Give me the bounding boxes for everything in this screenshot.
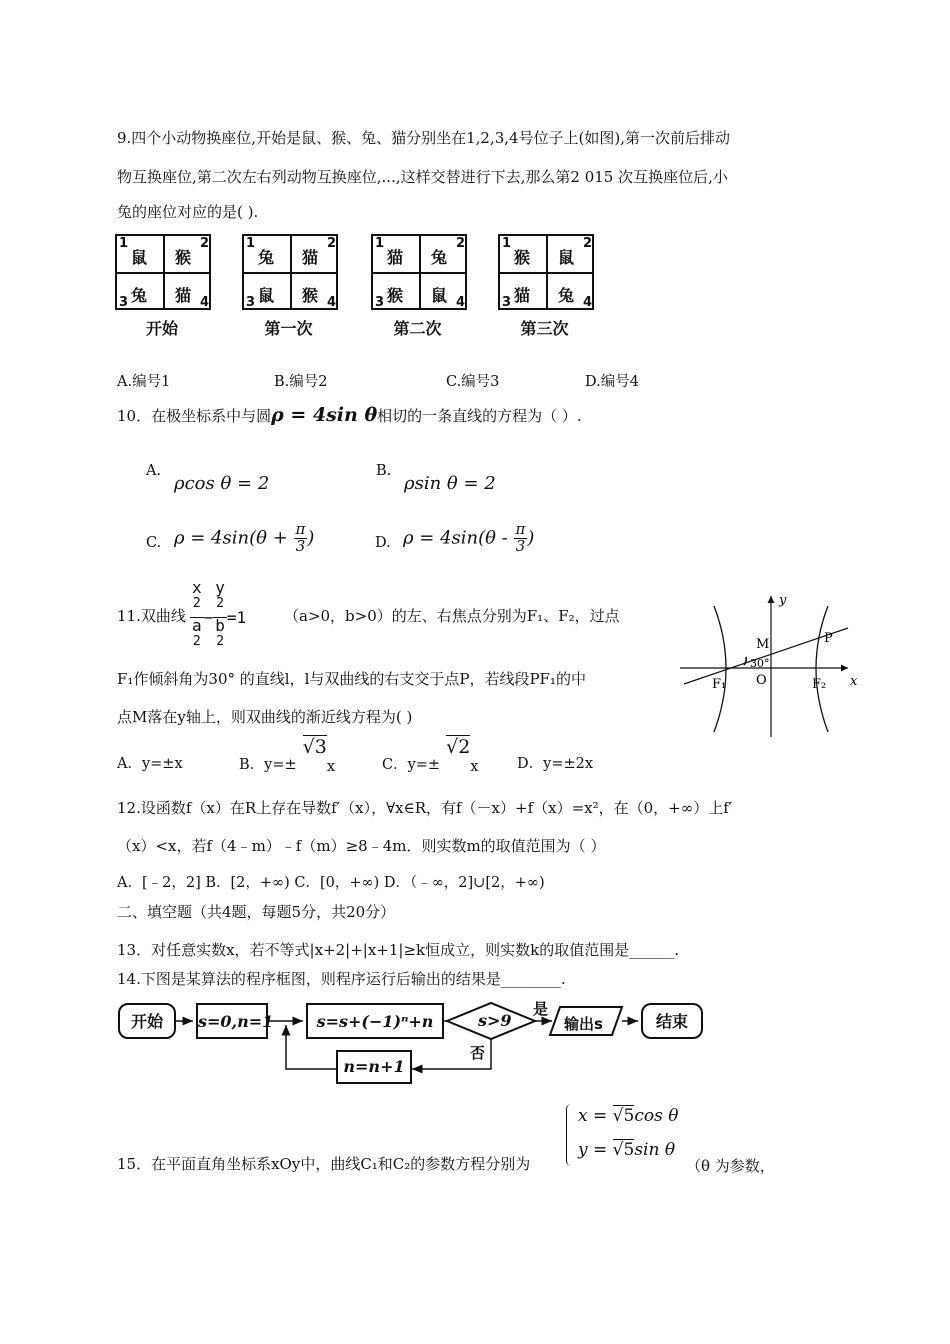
flow-increment: n=n+1 xyxy=(336,1050,412,1084)
seat-grid xyxy=(242,234,338,310)
fig-x-label: x xyxy=(850,674,858,689)
q10-c-pre: ρ = 4sin(θ + xyxy=(174,527,294,549)
q10-b-label: B. xyxy=(376,463,392,479)
flow-init: s=0,n=1 xyxy=(196,1003,268,1039)
fig-p-label: P xyxy=(824,631,833,646)
seat-number: 1 xyxy=(246,236,256,251)
q10-option-b: ρsin θ = 2 xyxy=(404,473,496,494)
seat-number: 3 xyxy=(375,295,385,310)
seat-number: 2 xyxy=(326,236,336,251)
q11-prefix: 11.双曲线 xyxy=(117,607,186,625)
flow-update: s=s+(−1)ⁿ+n xyxy=(306,1003,444,1039)
fig-f2-label: F₂ xyxy=(812,677,827,692)
q11-b-post: x xyxy=(326,759,336,775)
q10-suffix: 相切的一条直线的方程为（ ）. xyxy=(377,407,582,425)
q9-line-1: 9.四个小动物换座位,开始是鼠、猴、兔、猫分别坐在1,2,3,4号位子上(如图),第一次前后排动 xyxy=(117,129,731,147)
q10-option-c xyxy=(174,522,314,555)
seat-number: 3 xyxy=(246,295,256,310)
seat-animal: 兔 xyxy=(431,248,448,267)
seat-animal: 猫 xyxy=(302,248,319,267)
seat-number: 1 xyxy=(375,236,385,251)
q10-c-post: ) xyxy=(307,527,315,549)
q11-equals-one: =1 xyxy=(226,607,247,627)
q9-option-a: A.编号1 xyxy=(117,374,171,390)
flow-output: 输出s xyxy=(564,1015,603,1033)
q9-option-c: C.编号3 xyxy=(446,374,500,390)
seat-number: 2 xyxy=(455,236,465,251)
seat-cell xyxy=(165,236,211,272)
seat-animal: 猫 xyxy=(514,286,531,305)
q11-c-radical: √2 xyxy=(446,736,471,758)
hyperbola-figure xyxy=(676,592,866,742)
q11-y-exp: 2 xyxy=(216,595,225,611)
q15-eq1-pre: x = xyxy=(578,1106,613,1126)
seat-animal: 鼠 xyxy=(258,286,275,305)
q9-option-b: B.编号2 xyxy=(274,374,328,390)
seat-grid xyxy=(115,234,211,310)
seat-cell xyxy=(421,274,467,310)
q10-c-denominator: 3 xyxy=(295,536,306,555)
q11-b: b xyxy=(215,615,225,635)
q10-circle-eq: ρ = 4sin θ xyxy=(271,404,378,426)
q10-d-label: D. xyxy=(375,535,391,551)
q11-option-b xyxy=(239,736,336,775)
section-2-title: 二、填空题（共4题，每题5分，共20分） xyxy=(117,903,396,921)
seat-grid xyxy=(498,234,594,310)
q10-d-post: ) xyxy=(527,527,535,549)
seat-number: 1 xyxy=(502,236,512,251)
seat-cell xyxy=(292,274,338,310)
seat-animal: 猴 xyxy=(302,286,319,305)
q15-eq1-radicand: 5 xyxy=(623,1106,635,1126)
seat-grid xyxy=(371,234,467,310)
seat-grid-caption: 第一次 xyxy=(264,319,313,338)
q15-eq-1 xyxy=(578,1106,678,1126)
q12-line-1: 12.设函数f（x）在R上存在导数f′（x），∀x∈R，有f（－x）+f（x）=x²，在（0，+∞）上f′ xyxy=(117,799,733,817)
seat-cell xyxy=(500,274,546,310)
q11-c-radicand: 2 xyxy=(458,736,471,758)
q11-x-exp: 2 xyxy=(192,595,201,611)
q11-option-a: A．y=±x xyxy=(117,756,183,772)
flow-cond: s>9 xyxy=(478,1011,512,1030)
q9-option-d: D.编号4 xyxy=(585,374,639,390)
q11-y: y xyxy=(215,578,225,597)
seat-animal: 兔 xyxy=(131,286,148,305)
q12-options: A．[﹣2，2] B．[2，+∞) C．[0，+∞) D．（﹣∞，2]∪[2，+∞) xyxy=(117,875,545,891)
q13: 13．对任意实数x，若不等式|x+2|+|x+1|≥k恒成立，则实数k的取值范围是______. xyxy=(117,941,679,959)
seat-number: 1 xyxy=(119,236,129,251)
q11-x: x xyxy=(192,578,202,597)
q10-stem xyxy=(117,404,582,426)
q11-option-c xyxy=(382,736,479,775)
right-branch xyxy=(816,606,828,732)
q10-a-label: A. xyxy=(146,463,162,479)
seat-cell xyxy=(373,236,419,272)
flow-yes: 是 xyxy=(533,1000,549,1018)
q11-hyperbola-eq xyxy=(190,580,246,655)
flow-no: 否 xyxy=(470,1044,486,1062)
q14: 14.下图是某算法的程序框图，则程序运行后输出的结果是________. xyxy=(117,970,566,988)
seat-animal: 兔 xyxy=(258,248,275,267)
q10-d-pre: ρ = 4sin(θ - xyxy=(403,527,514,549)
seat-cell xyxy=(244,274,290,310)
q15-eq1-radical: √5 xyxy=(612,1106,635,1126)
seat-number: 4 xyxy=(455,295,465,310)
q15-brace xyxy=(566,1104,571,1166)
q11-c-pre: C．y=± xyxy=(382,757,441,773)
left-branch xyxy=(714,606,726,732)
seat-animal: 鼠 xyxy=(558,248,575,267)
q15-eq2-radical: √5 xyxy=(612,1140,635,1160)
q12-line-2: （x）<x，若f（4﹣m）﹣f（m）≥8﹣4m．则实数m的取值范围为（ ） xyxy=(117,837,606,855)
q10-c-label: C. xyxy=(146,535,162,551)
q11-b-exp: 2 xyxy=(216,633,225,649)
q11-a-exp: 2 xyxy=(192,633,201,649)
seat-number: 2 xyxy=(582,236,592,251)
q15-eq1-post: cos θ xyxy=(634,1106,679,1126)
seat-animal: 猫 xyxy=(387,248,404,267)
q10-option-d xyxy=(403,522,534,555)
seat-animal: 兔 xyxy=(558,286,575,305)
q10-c-numerator: π xyxy=(295,520,306,538)
fig-o-label: O xyxy=(756,673,767,688)
q11-c-post: x xyxy=(470,759,479,775)
q11-line-3: 点M落在y轴上，则双曲线的渐近线方程为( ) xyxy=(117,708,413,726)
seat-cell xyxy=(548,236,594,272)
q11-b-pre: B．y=± xyxy=(239,757,297,773)
seat-number: 4 xyxy=(326,295,336,310)
seat-animal: 猴 xyxy=(387,286,404,305)
seat-number: 4 xyxy=(582,295,592,310)
q11-line-2: F₁作倾斜角为30° 的直线l，l与双曲线的右支交于点P，若线段PF₁的中 xyxy=(117,670,586,688)
q15-suffix: （θ 为参数， xyxy=(686,1157,775,1175)
q10-prefix: 10．在极坐标系中与圆 xyxy=(117,407,272,425)
q11-condition: （a>0，b>0）的左、右焦点分别为F₁、F₂，过点 xyxy=(284,607,620,625)
seat-number: 3 xyxy=(119,295,129,310)
q15-eq2-radicand: 5 xyxy=(623,1140,635,1160)
seat-cell xyxy=(373,274,419,310)
q15-eq2-post: sin θ xyxy=(634,1140,676,1160)
seat-cell xyxy=(165,274,211,310)
flow-end: 结束 xyxy=(641,1003,703,1039)
q15-eq-2 xyxy=(578,1140,675,1160)
seat-cell xyxy=(244,236,290,272)
seat-number: 3 xyxy=(502,295,512,310)
seat-number: 2 xyxy=(199,236,209,251)
seat-cell xyxy=(117,236,163,272)
fig-m-label: M xyxy=(756,637,770,652)
q15-prefix: 15．在平面直角坐标系xOy中，曲线C₁和C₂的参数方程分别为 xyxy=(117,1155,531,1173)
seat-animal: 猴 xyxy=(175,248,192,267)
q11-a: a xyxy=(192,615,202,635)
seat-animal: 猫 xyxy=(175,286,192,305)
q10-option-a: ρcos θ = 2 xyxy=(174,473,270,494)
angle-arc xyxy=(744,657,746,665)
seat-animal: 鼠 xyxy=(131,248,148,267)
seat-cell xyxy=(500,236,546,272)
seat-cell xyxy=(548,274,594,310)
seat-cell xyxy=(117,274,163,310)
q11-b-radicand: 3 xyxy=(314,736,327,758)
q11-option-d: D．y=±2x xyxy=(517,756,594,772)
seat-cell xyxy=(292,236,338,272)
q11-minus: − xyxy=(203,607,214,627)
q11-b-radical: √3 xyxy=(302,736,327,758)
fig-angle-label: 30° xyxy=(750,657,770,670)
seat-cell xyxy=(421,236,467,272)
seat-number: 4 xyxy=(199,295,209,310)
q10-d-denominator: 3 xyxy=(515,536,526,555)
q10-d-numerator: π xyxy=(515,520,526,538)
q9-line-3: 兔的座位对应的是( ). xyxy=(117,203,259,221)
seat-animal: 猴 xyxy=(514,248,531,267)
seat-animal: 鼠 xyxy=(431,286,448,305)
fig-y-label: y xyxy=(779,593,787,608)
q15-eq2-pre: y = xyxy=(578,1140,613,1160)
fig-f1-label: F₁ xyxy=(712,677,727,692)
seat-grid-caption: 第二次 xyxy=(393,319,442,338)
seat-grid-caption: 第三次 xyxy=(520,319,569,338)
flow-start: 开始 xyxy=(118,1003,176,1039)
seat-grid-caption: 开始 xyxy=(146,319,179,338)
q9-line-2: 物互换座位,第二次左右列动物互换座位,...,这样交替进行下去,那么第2 015 次互换座位后,小 xyxy=(117,168,728,186)
